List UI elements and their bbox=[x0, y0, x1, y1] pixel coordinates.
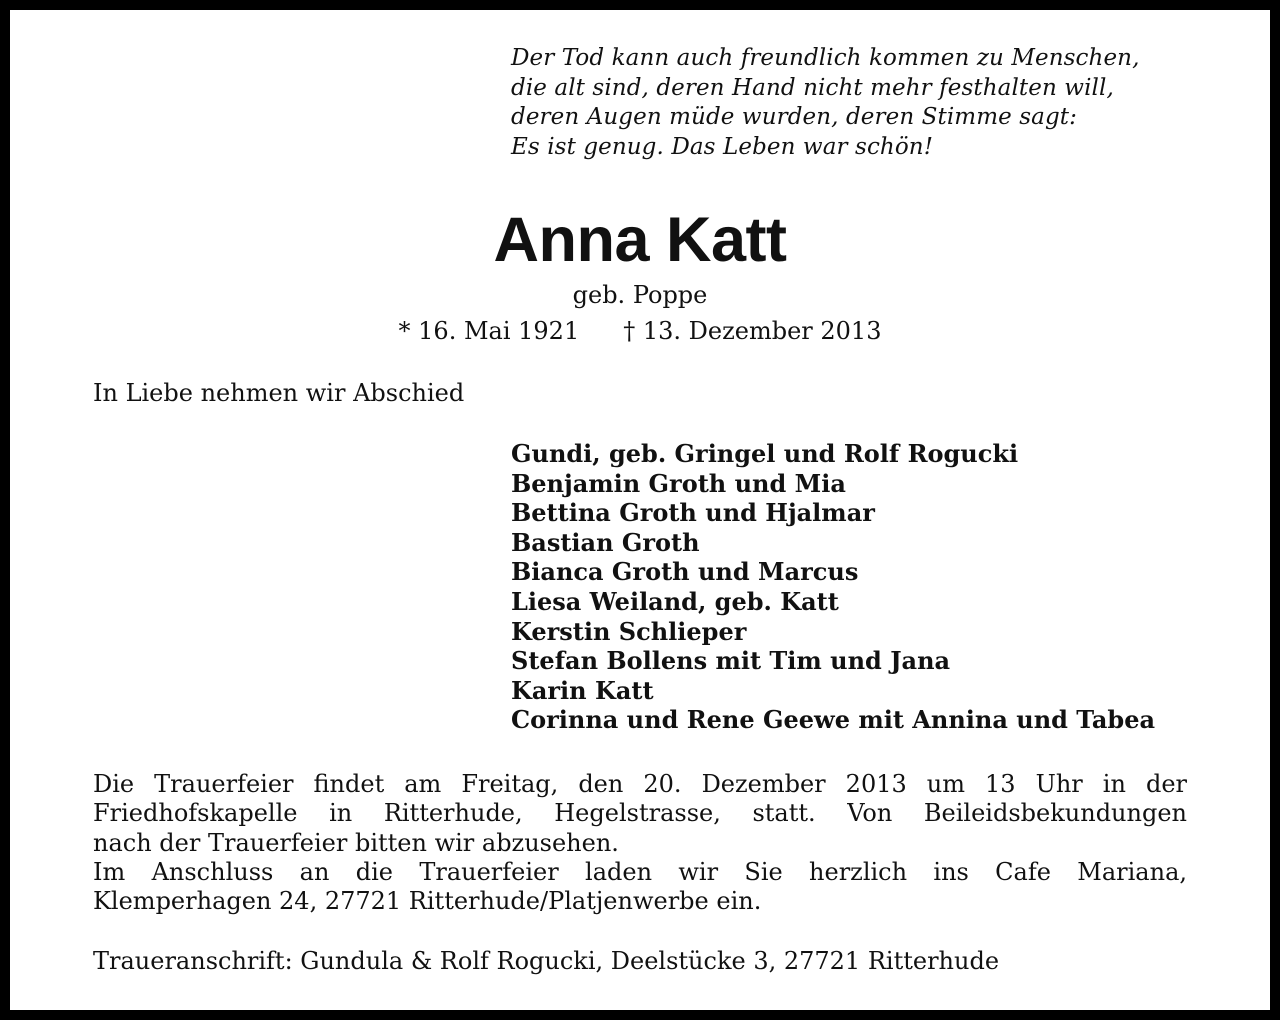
quote-line: Es ist genug. Das Leben war schön! bbox=[511, 133, 934, 160]
mourners-list bbox=[511, 439, 1155, 735]
funeral-line: Die Trauerfeier findet am Freitag, den 20. Dezember 2013 um 13 Uhr in der bbox=[93, 770, 1187, 798]
obituary-notice bbox=[10, 10, 1270, 1010]
farewell-line: In Liebe nehmen wir Abschied bbox=[93, 379, 465, 407]
mourner-item: Kerstin Schlieper bbox=[511, 616, 747, 646]
mourner-item: Bianca Groth und Marcus bbox=[511, 557, 859, 587]
mourner-item: Bettina Groth und Hjalmar bbox=[511, 498, 875, 528]
mourner-item: Corinna und Rene Geewe mit Annina und Tabea bbox=[511, 705, 1156, 735]
funeral-line: Im Anschluss an die Trauerfeier laden wir Sie herzlich ins Cafe Mariana, bbox=[93, 857, 1187, 886]
funeral-details bbox=[93, 770, 1187, 916]
birth-date: * 16. Mai 1921 bbox=[398, 317, 580, 345]
mourning-address: Traueranschrift: Gundula & Rolf Rogucki, Deelstücke 3, 27721 Ritterhude bbox=[93, 947, 1000, 975]
quote-block bbox=[511, 44, 1139, 162]
deceased-name: Anna Katt bbox=[493, 205, 787, 275]
death-date: † 13. Dezember 2013 bbox=[623, 317, 882, 345]
mourner-item: Benjamin Groth und Mia bbox=[511, 468, 846, 498]
funeral-line: nach der Trauerfeier bitten wir abzusehen. bbox=[93, 828, 619, 857]
mourner-item: Liesa Weiland, geb. Katt bbox=[511, 586, 839, 616]
quote-line: deren Augen müde wurden, deren Stimme sagt: bbox=[511, 104, 1077, 130]
quote-line: die alt sind, deren Hand nicht mehr festhalten will, bbox=[511, 74, 1114, 101]
maiden-name: geb. Poppe bbox=[572, 281, 708, 309]
mourner-item: Stefan Bollens mit Tim und Jana bbox=[511, 646, 951, 676]
funeral-line: Friedhofskapelle in Ritterhude, Hegelstrasse, statt. Von Beileidsbekundungen bbox=[93, 799, 1187, 828]
quote-line: Der Tod kann auch freundlich kommen zu Menschen, bbox=[511, 45, 1140, 71]
mourner-item: Bastian Groth bbox=[511, 527, 700, 557]
life-dates bbox=[10, 315, 1270, 347]
funeral-line: Klemperhagen 24, 27721 Ritterhude/Platjenwerbe ein. bbox=[93, 887, 762, 916]
mourner-item: Gundi, geb. Gringel und Rolf Rogucki bbox=[511, 439, 1019, 468]
mourner-item: Karin Katt bbox=[511, 675, 654, 705]
